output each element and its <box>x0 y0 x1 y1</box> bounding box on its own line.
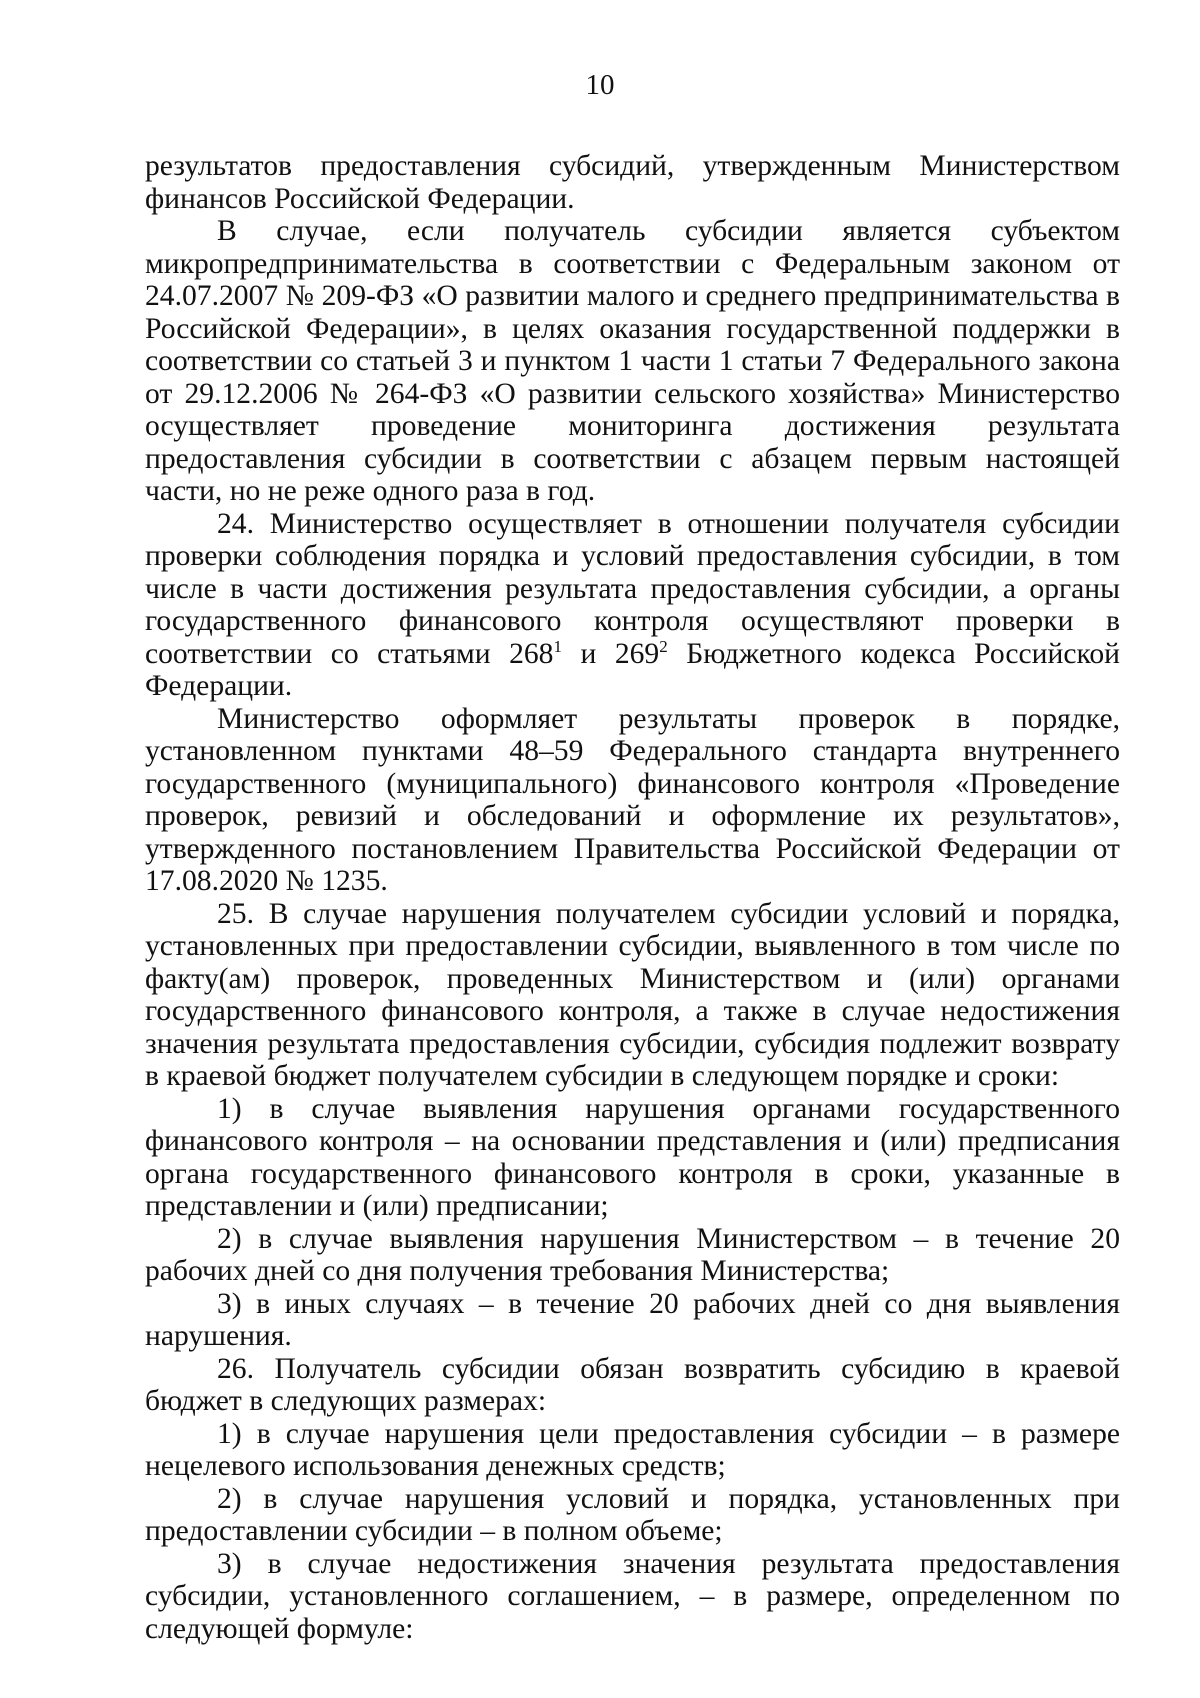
paragraph-continuation: результатов предоставления субсидий, утвержденным Министерством финансов Российской Федерации. <box>145 150 1120 215</box>
document-body <box>145 150 1120 1645</box>
superscript-2: 2 <box>659 636 668 656</box>
paragraph-24-text-start: 24. Министерство осуществляет в отношении получателя субсидии проверки соблюдения порядка и условий предоставления субсидии, в том числе в части достижения результата предоставления субсидии, а органы государственного финансового контроля осуществляют проверки в соответствии со статьями 268 <box>145 507 1120 670</box>
list-item-25-3: 3) в иных случаях – в течение 20 рабочих дней со дня выявления нарушения. <box>145 1287 1120 1352</box>
list-item-26-3: 3) в случае недостижения значения результата предоставления субсидии, установленного соглашением, – в размере, определенном по следующей формуле: <box>145 1547 1120 1645</box>
list-item-25-2: 2) в случае выявления нарушения Министерством – в течение 20 рабочих дней со дня получения требования Министерства; <box>145 1222 1120 1287</box>
paragraph-25-violation: 25. В случае нарушения получателем субсидии условий и порядка, установленных при предоставлении субсидии, выявленного в том числе по факту(ам) проверок, проведенных Министерством и (или) органами государственного финансового контроля, а также в случае недостижения значения результата предоставления субсидии, субсидия подлежит возврату в краевой бюджет получателем субсидии в следующем порядке и сроки: <box>145 897 1120 1092</box>
list-item-26-2: 2) в случае нарушения условий и порядка, установленных при предоставлении субсидии – в полном объеме; <box>145 1482 1120 1547</box>
paragraph-24-inspections <box>145 508 1120 703</box>
list-item-26-1: 1) в случае нарушения цели предоставления субсидии – в размере нецелевого использования денежных средств; <box>145 1417 1120 1482</box>
superscript-1: 1 <box>553 636 562 656</box>
page-number: 10 <box>585 69 615 101</box>
paragraph-inspection-results: Министерство оформляет результаты проверок в порядке, установленном пунктами 48–59 Федерального стандарта внутреннего государственного (муниципального) финансового контроля «Проведение проверок, ревизий и обследований и оформление их результатов», утвержденного постановлением Правительства Российской Федерации от 17.08.2020 № 1235. <box>145 702 1120 897</box>
paragraph-24-text-mid: и 269 <box>561 637 660 670</box>
list-item-25-1: 1) в случае выявления нарушения органами государственного финансового контроля – на основании представления и (или) предписания органа государственного финансового контроля в сроки, указанные в представлении и (или) предписании; <box>145 1092 1120 1222</box>
paragraph-monitoring-microbusiness: В случае, если получатель субсидии является субъектом микропредпринимательства в соответствии с Федеральным законом от 24.07.2007 № 209-ФЗ «О развитии малого и среднего предпринимательства в Российской Федерации», в целях оказания государственной поддержки в соответствии со статьей 3 и пунктом 1 части 1 статьи 7 Федерального закона от 29.12.2006 № 264-ФЗ «О развитии сельского хозяйства» Министерство осуществляет проведение мониторинга достижения результата предоставления субсидии в соответствии с абзацем первым настоящей части, но не реже одного раза в год. <box>145 215 1120 507</box>
paragraph-26-refund: 26. Получатель субсидии обязан возвратить субсидию в краевой бюджет в следующих размерах: <box>145 1352 1120 1417</box>
paragraph-24-text-end: Бюджетного кодекса Российской Федерации. <box>145 637 1121 702</box>
